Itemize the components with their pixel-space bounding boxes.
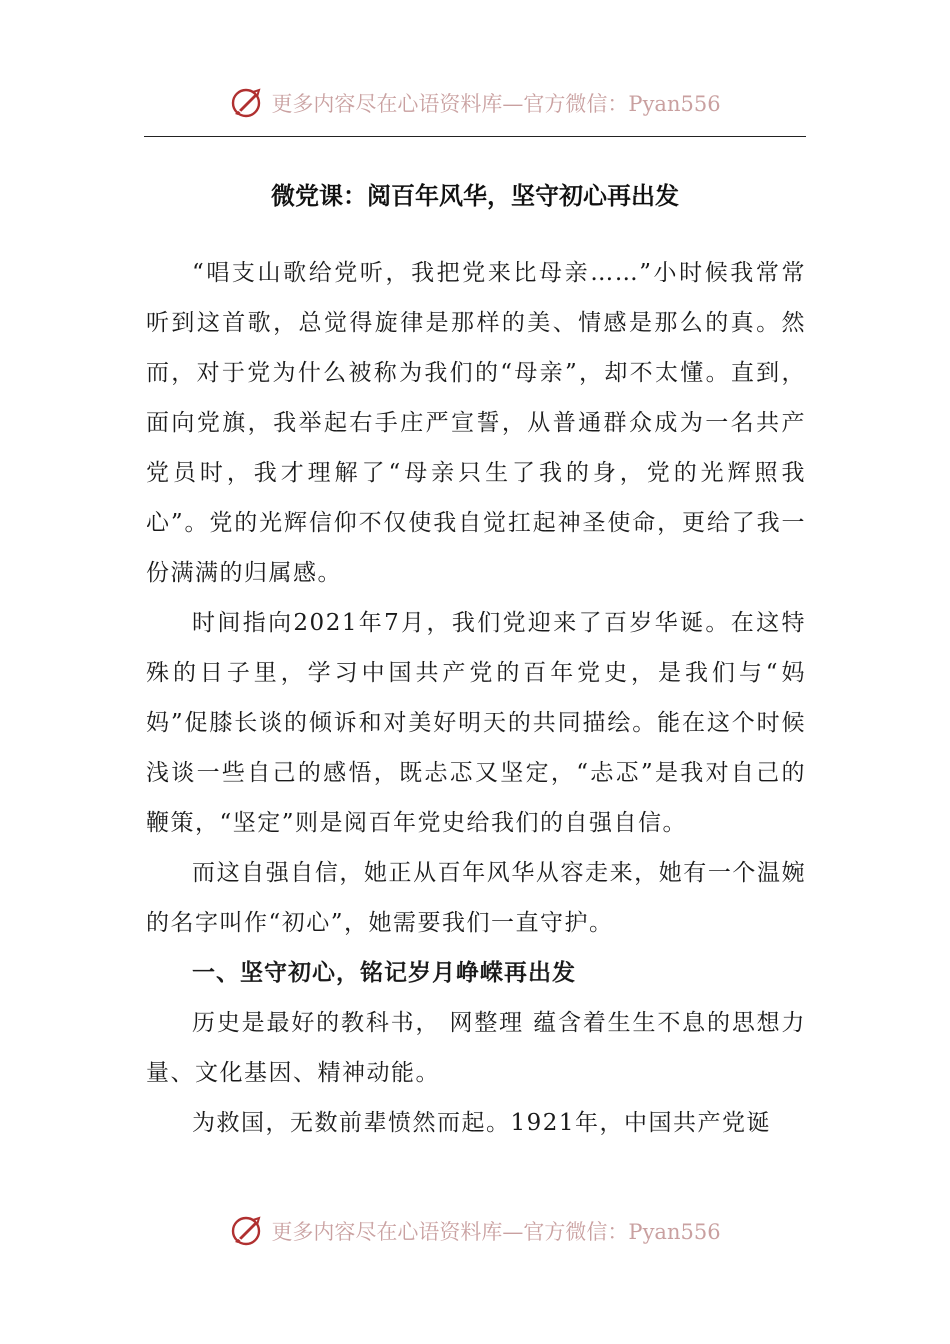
quill-logo-icon xyxy=(229,1214,263,1248)
paragraph: 而这自强自信，她正从百年风华从容走来，她有一个温婉的名字叫作“初心”，她需要我们一直守护。 xyxy=(146,860,806,936)
document-title: 微党课：阅百年风华，坚守初心再出发 xyxy=(271,182,679,210)
paragraph: 时间指向2021年7月，我们党迎来了百岁华诞。在这特殊的日子里，学习中国共产党的百年党史，是我们与“妈妈”促膝长谈的倾诉和对美好明天的共同描绘。能在这个时候浅谈一些自己的感悟，既忐忑又坚定，“忐忑”是我对自己的鞭策，“坚定”则是阅百年党史给我们的自强自信。 xyxy=(146,610,806,836)
paragraph: 为救国，无数前辈愤然而起。1921年，中国共产党诞 xyxy=(192,1110,772,1136)
paragraph: “唱支山歌给党听，我把党来比母亲……”小时候我常常听到这首歌，总觉得旋律是那样的美、情感是那么的真。然而，对于党为什么被称为我们的“母亲”，却不太懂。直到，面向党旗，我举起右手庄严宣誓，从普通群众成为一名共产党员时，我才理解了“母亲只生了我的身，党的光辉照我心”。党的光辉信仰不仅使我自觉扛起神圣使命，更给了我一份满满的归属感。 xyxy=(146,260,806,586)
quill-logo-icon xyxy=(229,86,263,120)
banner-text: 更多内容尽在心语资料库—官方微信：Pyan556 xyxy=(271,1220,721,1244)
section-heading: 一、坚守初心，铭记岁月峥嵘再出发 xyxy=(192,960,576,986)
header-banner xyxy=(0,80,950,126)
header-divider xyxy=(144,136,806,137)
footer-banner xyxy=(0,1208,950,1254)
paragraph: 历史是最好的教科书， 网整理 蕴含着生生不息的思想力量、文化基因、精神动能。 xyxy=(146,1010,806,1086)
banner-text: 更多内容尽在心语资料库—官方微信：Pyan556 xyxy=(271,92,721,116)
document-body xyxy=(146,248,806,1148)
